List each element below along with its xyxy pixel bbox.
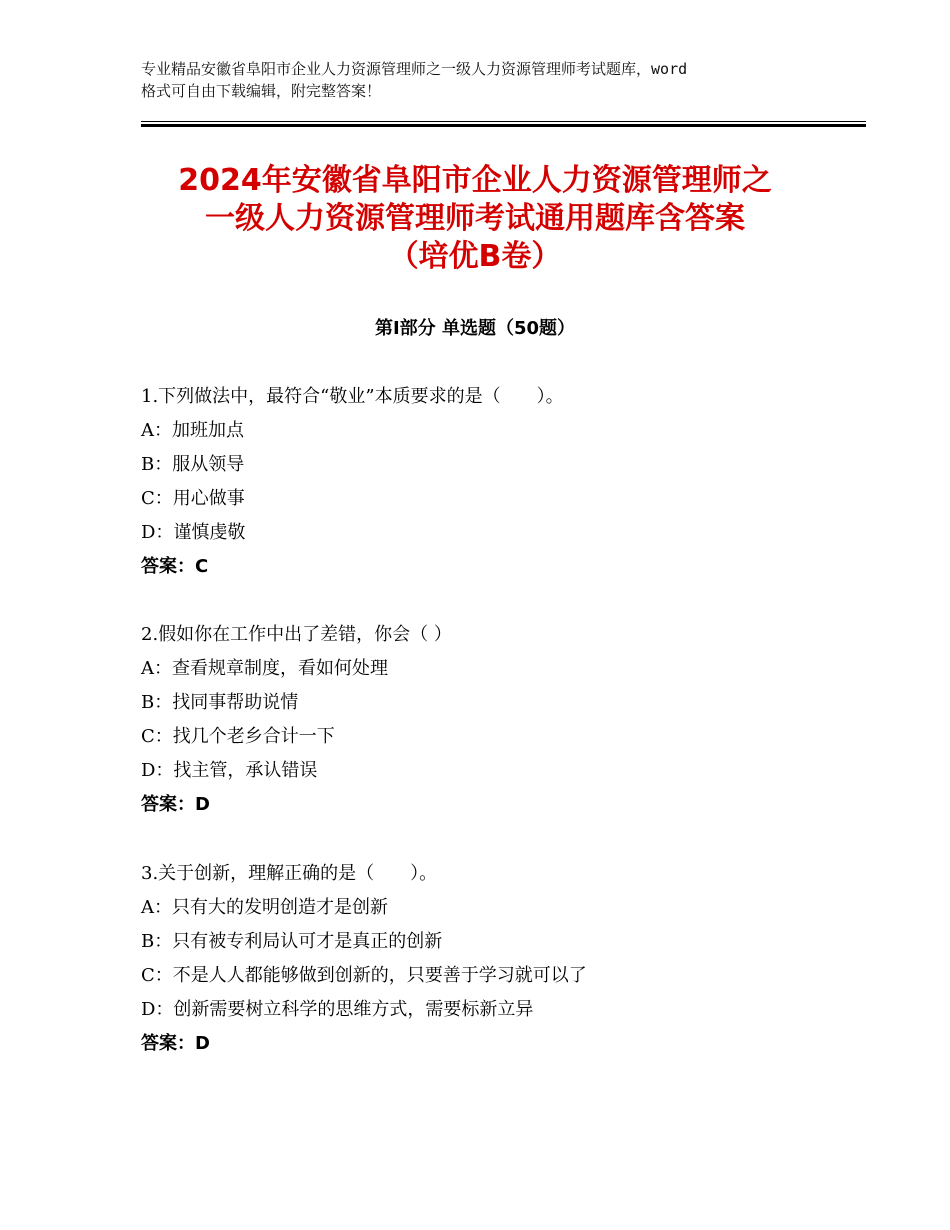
option-b: B：找同事帮助说情	[141, 692, 299, 713]
title-line-3: （培优B卷）	[388, 239, 562, 274]
answer-line: 答案：D	[141, 1033, 210, 1054]
option-b: B：只有被专利局认可才是真正的创新	[141, 931, 443, 952]
header-note-line-1: 专业精品安徽省阜阳市企业人力资源管理师之一级人力资源管理师考试题库，word	[141, 60, 688, 78]
option-c: C：找几个老乡合计一下	[141, 726, 335, 747]
document-title	[0, 162, 950, 276]
question-stem: 2.假如你在工作中出了差错，你会（ ）	[141, 624, 452, 645]
header-divider-thick	[141, 124, 866, 127]
title-line-1: 2024年安徽省阜阳市企业人力资源管理师之	[178, 163, 772, 198]
option-a: A：加班加点	[141, 420, 244, 441]
section-heading: 第Ⅰ部分 单选题（50题）	[374, 318, 575, 339]
question-2	[141, 618, 841, 822]
option-a: A：只有大的发明创造才是创新	[141, 897, 388, 918]
question-stem: 3.关于创新，理解正确的是（ ）。	[141, 863, 438, 884]
answer-line: 答案：D	[141, 794, 210, 815]
question-3	[141, 857, 841, 1061]
option-d: D：找主管，承认错误	[141, 760, 318, 781]
answer-line: 答案：C	[141, 556, 209, 577]
option-c: C：不是人人都能够做到创新的，只要善于学习就可以了	[141, 965, 587, 986]
question-1	[141, 380, 841, 584]
header-note-line-2: 格式可自由下载编辑，附完整答案！	[141, 82, 382, 100]
option-d: D：创新需要树立科学的思维方式，需要标新立异	[141, 999, 534, 1020]
question-stem: 1.下列做法中，最符合“敬业”本质要求的是（ ）。	[141, 386, 564, 407]
header-divider-thin	[141, 121, 866, 122]
title-line-2: 一级人力资源管理师考试通用题库含答案	[205, 201, 745, 236]
option-a: A：查看规章制度，看如何处理	[141, 658, 388, 679]
header-note	[141, 58, 821, 102]
option-b: B：服从领导	[141, 454, 245, 475]
option-c: C：用心做事	[141, 488, 245, 509]
option-d: D：谨慎虔敬	[141, 522, 246, 543]
